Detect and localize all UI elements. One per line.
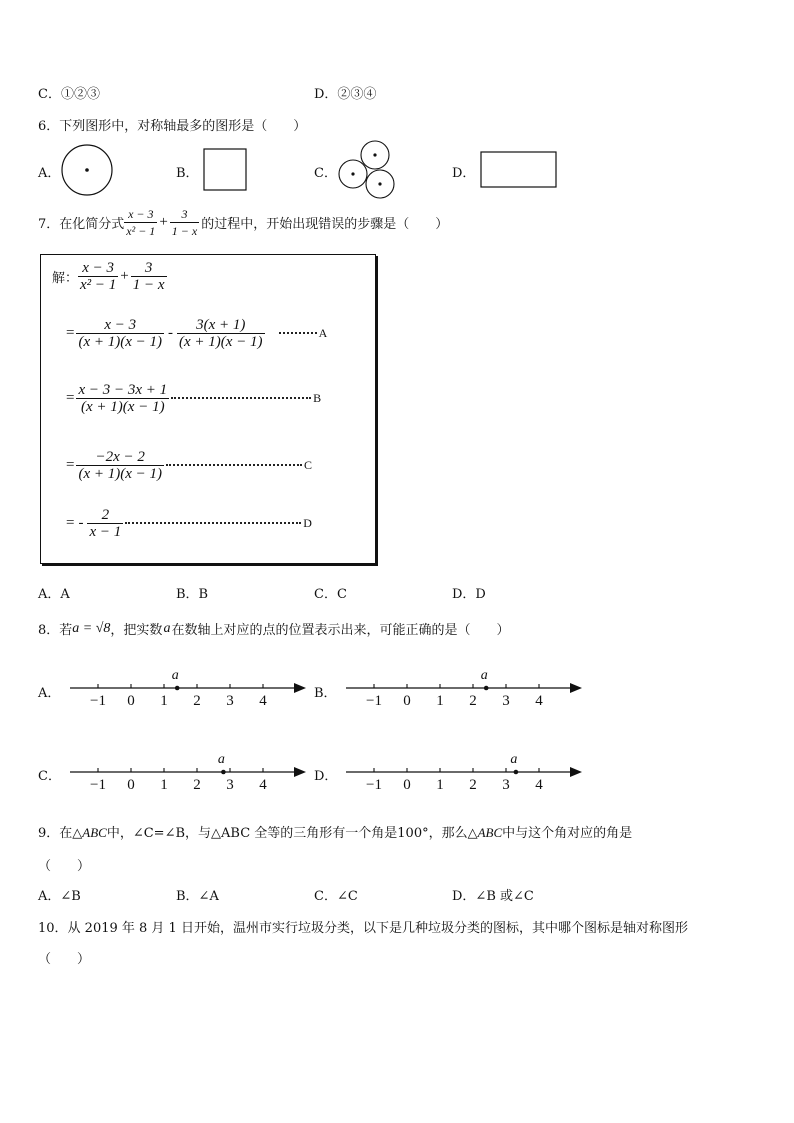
number-line-point	[484, 686, 489, 691]
q7-option-a: A．A	[38, 587, 70, 602]
number-line-tick-label: 2	[469, 693, 477, 706]
number-line-tick-label: 3	[502, 693, 510, 706]
number-line-tick-label: 2	[193, 777, 201, 790]
q10-answer-paren: （ ）	[38, 952, 91, 967]
dotted-leader	[125, 522, 301, 524]
q5-option-c: C．①②③	[38, 87, 100, 102]
step-tag-a: A	[318, 325, 328, 340]
q7-stem-fraction-1: $\frac{x - 3}{\text{x² − 1}}$	[126, 206, 156, 238]
number-line-point	[514, 770, 519, 775]
q10-stem: 10．从 2019 年 8 月 1 日开始，温州市实行垃圾分类，以下是几种垃圾分类的图标，其中哪个图标是轴对称图形	[38, 921, 688, 936]
number-line-tick-label: 1	[436, 777, 444, 790]
q5-option-d: D．②③④	[314, 87, 377, 102]
q7-stem-prefix: 7．在化简分式	[38, 216, 125, 232]
number-line-tick-label: 0	[127, 777, 135, 790]
number-line-point	[221, 770, 226, 775]
number-line-tick-label: −1	[90, 777, 106, 790]
q7-option-c: C．C	[314, 587, 347, 602]
dotted-leader	[171, 397, 311, 399]
q9-option-c: C．∠C	[314, 889, 358, 904]
number-line-tick-label: 4	[259, 777, 267, 790]
q7-stem-suffix: 的过程中，开始出现错误的步骤是（ ）	[201, 216, 449, 232]
q8-number-line-a	[70, 664, 306, 706]
number-line-tick-label: −1	[366, 693, 382, 706]
q9-abc: ABC	[82, 825, 107, 840]
number-line-tick-label: 1	[436, 693, 444, 706]
q8-number-line-b	[346, 664, 582, 706]
q9-answer-paren: （ ）	[38, 859, 91, 874]
number-line-tick-label: 2	[469, 777, 477, 790]
q6-option-a-label: A．	[38, 166, 61, 181]
number-line-point-label: a	[510, 752, 518, 767]
q7-option-b: B．B	[176, 587, 209, 602]
q6-rectangle-figure	[480, 151, 558, 189]
q7-stem: 7．在化简分式 $\frac{x - 3}{\text{x² − 1}}$ + $\frac{3}{1 - x}$ 的过程中，开始出现错误的步骤是（ ）	[38, 206, 449, 238]
q8-a-variable: a	[163, 620, 171, 636]
q7-solution-step-a: = $\frac{x - 3}{(x + 1)(x - 1)}$ - $\frac{3(x + 1)}{(x + 1)(x - 1)}$ A	[66, 316, 328, 350]
q9-option-b: B．∠A	[176, 889, 219, 904]
number-line-tick-label: 3	[502, 777, 510, 790]
number-line-tick-label: 3	[226, 693, 234, 706]
q6-square-figure	[203, 148, 248, 192]
q8-a-expression: a = √8	[72, 620, 111, 636]
number-line-point-label: a	[171, 668, 179, 683]
q6-three-circles-figure	[334, 139, 398, 201]
step-tag-b: B	[313, 390, 322, 405]
q7-solution-step-d: = - $\frac{2}{x - 1}$ D	[66, 506, 312, 540]
number-line-arrow-icon	[294, 683, 306, 693]
q7-option-d: D．D	[452, 587, 486, 602]
q8-stem	[38, 619, 509, 638]
number-line-tick-label: 4	[535, 777, 543, 790]
number-line-tick-label: 3	[226, 777, 234, 790]
q7-solution-step-b: = $\frac{x - 3 - 3x + 1}{(x + 1)(x - 1)}$ B	[66, 381, 322, 415]
q8-number-line-c	[70, 748, 306, 790]
number-line-tick-label: −1	[366, 777, 382, 790]
number-line-point-label: a	[217, 752, 225, 767]
number-line-tick-label: 4	[535, 693, 543, 706]
q6-option-d-label: D．	[452, 166, 476, 181]
q8-option-b-label: B．	[314, 686, 337, 701]
step-tag-c: C	[304, 457, 313, 472]
q7-stem-fraction-2: $\frac{3}{1 - x}$	[171, 206, 198, 238]
q6-stem: 6．下列图形中，对称轴最多的图形是（ ）	[38, 119, 307, 134]
q9-option-d: D．∠B 或∠C	[452, 889, 534, 904]
q6-option-b-label: B．	[176, 166, 199, 181]
number-line-point-label: a	[480, 668, 488, 683]
q7-solution-label: 解：	[52, 270, 79, 286]
number-line-point	[175, 686, 180, 691]
step-tag-d: D	[303, 515, 312, 530]
q8-stem-suffix: 在数轴上对应的点的位置表示出来，可能正确的是（ ）	[171, 623, 510, 638]
q6-circle-figure	[60, 143, 114, 197]
q8-number-line-d	[346, 748, 582, 790]
q8-option-d-label: D．	[314, 769, 338, 784]
number-line-tick-label: 1	[160, 777, 168, 790]
number-line-arrow-icon	[294, 767, 306, 777]
q8-option-a-label: A．	[38, 686, 61, 701]
q6-option-c-label: C．	[314, 166, 337, 181]
number-line-tick-label: 0	[403, 777, 411, 790]
q7-solution-step-c: = $\frac{-2x - 2}{(x + 1)(x - 1)}$ C	[66, 448, 313, 482]
number-line-arrow-icon	[570, 767, 582, 777]
q9-option-a: A．∠B	[38, 889, 81, 904]
number-line-tick-label: 4	[259, 693, 267, 706]
dotted-leader	[166, 464, 302, 466]
number-line-tick-label: −1	[90, 693, 106, 706]
q8-stem-mid: ，把实数	[110, 623, 163, 638]
number-line-arrow-icon	[570, 683, 582, 693]
number-line-tick-label: 0	[127, 693, 135, 706]
q8-stem-prefix: 8．若	[38, 623, 73, 638]
number-line-tick-label: 0	[403, 693, 411, 706]
q7-solution-step-0: 解： $\frac{x - 3}{\text{x² − 1}}$ + $\frac{3}{1 - x}$	[52, 259, 165, 293]
dotted-leader	[279, 332, 317, 334]
number-line-tick-label: 2	[193, 693, 201, 706]
q8-option-c-label: C．	[38, 769, 61, 784]
number-line-tick-label: 1	[160, 693, 168, 706]
q9-stem: 9．在△ABC中，∠C=∠B，与△ABC 全等的三角形有一个角是100°，那么△ABC中与这个角对应的角是	[38, 825, 633, 841]
